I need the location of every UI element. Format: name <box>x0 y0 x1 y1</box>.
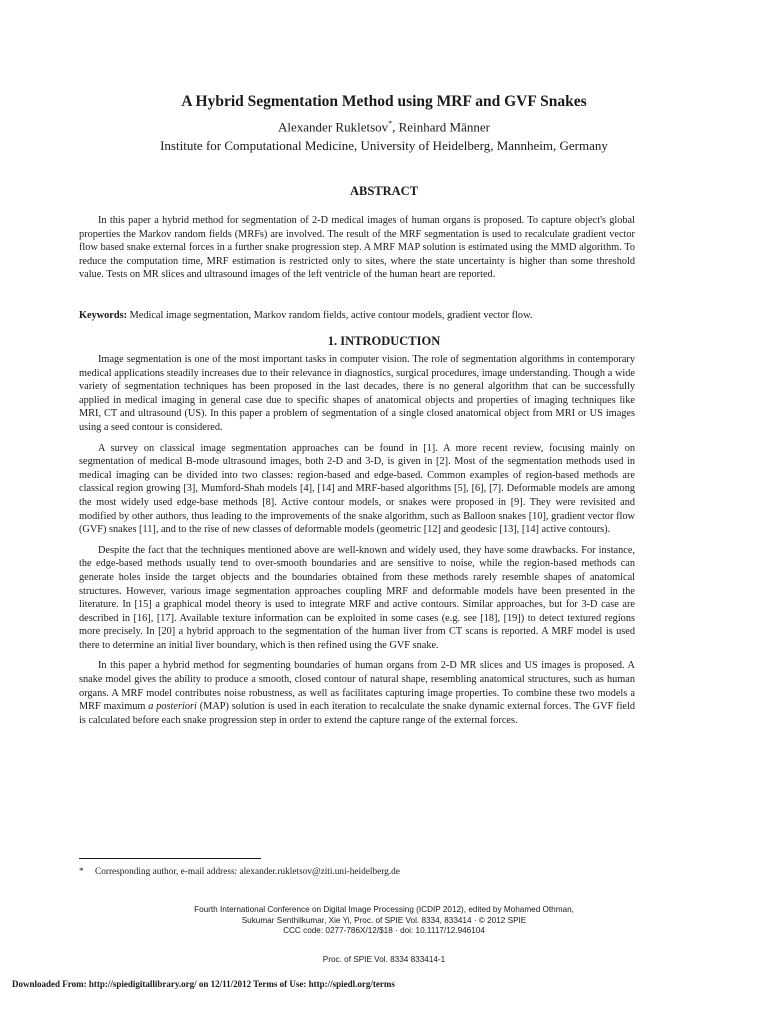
footnote-text: Corresponding author, e-mail address: alexander.rukletsov@ziti.uni-heidelberg.de <box>95 867 400 877</box>
intro-paragraph-1: Image segmentation is one of the most important tasks in computer vision. The role of segmentation algorithms in contemporary medical applications steadily increases due to their relevance in diagnostics, surgical procedures, image understanding. Though a wide variety of segmentation techniques has been proposed in the last decades, there is no general algorithm that can be successfully applied in medical imaging in general case due to specific shapes of anatomical objects and properties of imaging techniques like MRI, CT and ultrasound (US). In this paper a problem of segmentation of a single closed anatomical object from MRI or US images using a seed contour is considered. <box>79 354 635 433</box>
conference-info <box>0 905 768 937</box>
keywords-label: Keywords: <box>79 310 128 321</box>
intro-paragraph-4-part-a: In this paper a hybrid method for segmenting boundaries of human organs from 2-D MR slices and US images is proposed. A snake model gives the ability to produce a smooth, closed contour of natural shape, resembling anatomical structures, such as human organs. A MRF model contributes noise robustness, as well as facilitates capturing image properties. To combine these two models a MRF maximum <box>79 660 635 713</box>
page-number: Proc. of SPIE Vol. 8334 833414-1 <box>322 955 446 964</box>
keywords-text: Medical image segmentation, Markov random fields, active contour models, gradient vector flow. <box>127 310 533 321</box>
footnote-mark: * <box>79 867 84 877</box>
section-heading-introduction: 1. INTRODUCTION <box>327 334 441 348</box>
abstract-body <box>79 214 635 282</box>
paper-title: A Hybrid Segmentation Method using MRF and GVF Snakes <box>181 93 587 110</box>
intro-paragraph-2: A survey on classical image segmentation approaches can be found in [1]. A more recent review, focusing mainly on segmentation of medical B-mode ultrasound images, both 2-D and 3-D, is given in [2]. Most of the segmentation methods used in medical imaging can be divided into two classes: region-based and edge-based. Common examples of region-based methods are classical region growing [3], Mumford-Shah models [4], [14] and MRF-based algorithms [5], [6], [7]. Deformable models are among the most widely used edge-base methods [8]. Active contour models, or snakes were proposed in [9]. They were revisited and modified by other authors, thus leading to the improvements of the snake algorithm, such as Balloon snakes [10], gradient vector flow (GVF) snakes [11], and to the rise of new classes of deformable models (geometric [12] and geodesic [13], [14] active contours). <box>79 442 635 536</box>
author-list <box>0 119 768 135</box>
footnote-divider <box>79 858 261 859</box>
footnote <box>79 867 639 877</box>
conference-line-3: CCC code: 0277-786X/12/$18 · doi: 10.1117/12.946104 <box>283 926 485 936</box>
keywords <box>79 309 635 323</box>
author-secondary: , Reinhard Männer <box>392 119 490 135</box>
conference-line-2: Sukumar Senthilkumar, Xie Yi, Proc. of SPIE Vol. 8334, 833414 · © 2012 SPIE <box>241 915 527 925</box>
introduction-body <box>79 353 635 734</box>
abstract-heading: ABSTRACT <box>349 184 419 198</box>
author-primary: Alexander Rukletsov <box>278 119 389 135</box>
intro-paragraph-4-emphasis: a posteriori <box>148 701 197 713</box>
download-notice: Downloaded From: http://spiedigitallibrary.org/ on 12/11/2012 Terms of Use: http://spiedl.org/terms <box>12 979 395 989</box>
intro-paragraph-4-part-b: (MAP) solution is used in each iteration to recalculate the snake dynamic external forces. The GVF field is calculated before each snake progression step in order to extend the capture range of the external forces. <box>79 701 636 726</box>
conference-line-1: Fourth International Conference on Digital Image Processing (ICDIP 2012), edited by Mohamed Othman, <box>194 905 574 914</box>
intro-paragraph-3: Despite the fact that the techniques mentioned above are well-known and widely used, they have some drawbacks. For instance, the edge-based methods usually tend to over-smooth boundaries and are sensitive to noise, while the region-based methods can generate holes inside the target objects and the boundaries obtained from these methods rarely resemble shapes of anatomical structures. However, various image segmentation approaches coupling MRF and deformable models have been presented in the literature. In [15] a graphical model theory is used to integrate MRF and active contours. Similar approaches, but for 3-D case are described in [16], [17]. Available texture information can be exploited in some cases (e.g. see [18], [19]) to detect textured regions more precisely. In [20] a hybrid approach to the segmentation of the human liver from CT scans is reported. A MRF model is used there to determine an initial liver boundary, which is then refined using the GVF snake. <box>79 544 635 651</box>
intro-paragraph-4 <box>79 659 635 727</box>
abstract-text: In this paper a hybrid method for segmentation of 2-D medical images of human organs is proposed. To capture object's global properties the Markov random fields (MRFs) are involved. The result of the MRF segmentation is used to recalculate gradient vector flow based snake external forces in a further snake progression step. A MRF MAP solution is estimated using the MMD algorithm. To reduce the computation time, MRF estimation is restricted only to sites, where the state uncertainty is higher than some threshold value. Tests on MR slices and ultrasound images of the left ventricle of the human heart are reported. <box>79 215 635 281</box>
corresponding-author-mark: * <box>388 119 393 128</box>
affiliation: Institute for Computational Medicine, University of Heidelberg, Mannheim, Germany <box>160 138 608 153</box>
